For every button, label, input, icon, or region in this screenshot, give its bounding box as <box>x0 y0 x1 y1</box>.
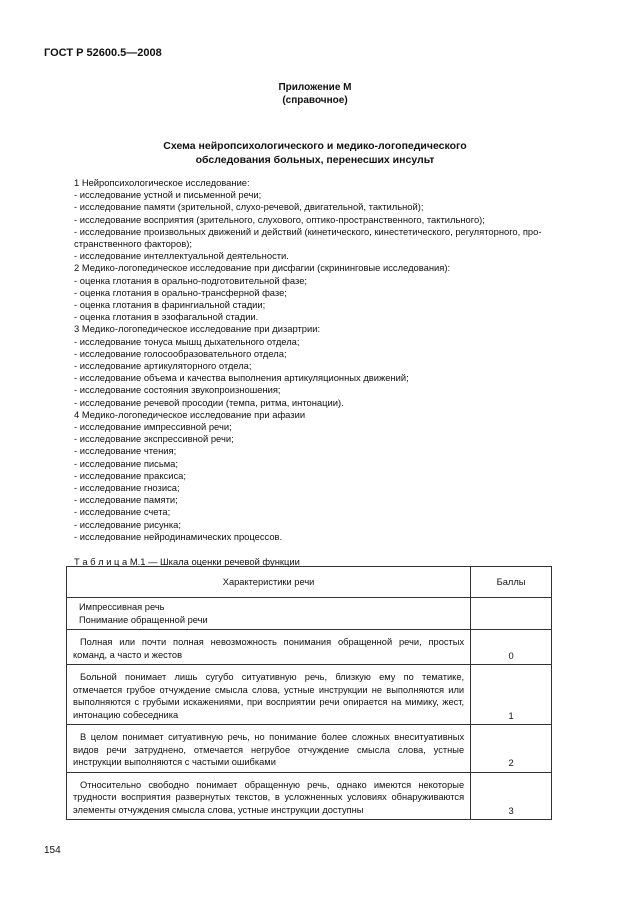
column-header-score: Баллы <box>471 567 552 598</box>
scheme-list-line: - исследование тонуса мышц дыхательного отдела; <box>74 335 300 347</box>
scheme-list-line: - исследование рисунка; <box>74 518 181 530</box>
scheme-list-line: - исследование объема и качества выполнения артикуляционных движений; <box>74 372 409 384</box>
speech-score-table <box>66 566 552 820</box>
row-score: 0 <box>471 630 552 665</box>
row-score: 2 <box>471 725 552 773</box>
scheme-list-line: - исследование памяти; <box>74 494 178 506</box>
scheme-list-line: - исследование интеллектуальной деятельности. <box>74 250 289 262</box>
scheme-list-line: - исследование счета; <box>74 506 171 518</box>
table-row <box>67 630 552 665</box>
row-score: 3 <box>471 772 552 820</box>
scheme-list <box>74 177 594 543</box>
row-description: Больной понимает лишь сугубо ситуативную речь, близкую ему по тематике, отмечается грубое отчуждение смысла слова, устные инструкции не выполняются или выполняются с грубыми искажениями, при восприятии речи опирается на мимику, жест, интонацию собеседника <box>67 665 471 725</box>
row-description: Относительно свободно понимает обращенную речь, однако имеются некоторые трудности восприятия развернутых текстов, в усложненных условиях обнаруживаются элементы отчуждения смысла слова, устные инструкции доступны <box>67 772 471 820</box>
scheme-list-line: странственного факторов); <box>74 238 192 250</box>
row-score: 1 <box>471 665 552 725</box>
row-description: Полная или почти полная невозможность понимания обращенной речи, простых команд, а часто и жестов <box>67 630 471 665</box>
row-description: В целом понимает ситуативную речь, но понимание более сложных внеситуативных видов речи затруднено, отмечается негрубое отчуждение смысла слова, устные инструкции выполняются с частыми ошибками <box>67 725 471 773</box>
scheme-list-line: - исследование восприятия (зрительного, слухового, оптико-пространственного, тактильного); <box>74 213 485 225</box>
table-row <box>67 772 552 820</box>
table-caption-text: — Шкала оценки речевой функции <box>145 556 300 567</box>
scheme-list-line: 4 Медико-логопедическое исследование при афазии <box>74 408 306 420</box>
scheme-list-line: - исследование экспрессивной речи; <box>74 433 234 445</box>
table-section-row <box>67 598 552 630</box>
scheme-list-line: 1 Нейропсихологическое исследование: <box>74 177 250 188</box>
score-rows <box>67 630 552 820</box>
section-title <box>67 598 471 630</box>
column-header-characteristics: Характеристики речи <box>67 567 471 598</box>
scheme-list-line: - исследование праксиса; <box>74 469 186 481</box>
scheme-list-line: - исследование гнозиса; <box>74 482 180 494</box>
appendix-note: (справочное) <box>282 95 348 106</box>
appendix-title: Приложение М <box>278 82 352 93</box>
table-caption-prefix: Т а б л и ц а М.1 <box>74 556 146 567</box>
scheme-list-line: - оценка глотания в орально-подготовительной фазе; <box>74 274 308 286</box>
table-row <box>67 725 552 773</box>
scheme-list-line: - исследование речевой просодии (темпа, ритма, интонации). <box>74 396 344 408</box>
appendix-heading <box>0 81 630 107</box>
scheme-list-line: - оценка глотания в фарингиальной стадии; <box>74 299 266 311</box>
scheme-list-line: - оценка глотания в орально-трансферной фазе; <box>74 286 287 298</box>
scheme-list-line: - исследование артикуляторного отдела; <box>74 360 252 372</box>
scheme-list-line: - исследование произвольных движений и действий (кинетического, кинестетического, регуляторного, про- <box>74 225 542 237</box>
document-header: ГОСТ Р 52600.5—2008 <box>44 47 162 59</box>
scheme-list-line: - исследование письма; <box>74 457 178 469</box>
scheme-title-line2: обследования больных, перенесших инсульт <box>195 154 435 166</box>
scheme-list-line: - исследование нейродинамических процессов. <box>74 530 283 542</box>
scheme-title <box>0 139 630 167</box>
scheme-list-line: 2 Медико-логопедическое исследование при дисфагии (скрининговые исследования): <box>74 262 451 274</box>
table-row <box>67 665 552 725</box>
section-title-line2: Понимание обращенной речи <box>79 614 208 625</box>
scheme-title-line1: Схема нейропсихологического и медико-логопедического <box>163 140 467 152</box>
table-header-row <box>67 567 552 598</box>
scheme-list-line: - исследование импрессивной речи; <box>74 421 232 433</box>
page-number: 154 <box>44 845 61 856</box>
scheme-list-line: - исследование устной и письменной речи; <box>74 189 262 201</box>
scheme-list-line: - оценка глотания в эзофагальной стадии. <box>74 311 259 323</box>
section-score-empty <box>471 598 552 630</box>
scheme-list-line: - исследование состояния звукопроизношения; <box>74 384 281 396</box>
scheme-list-line: 3 Медико-логопедическое исследование при дизартрии: <box>74 323 321 335</box>
scheme-list-line: - исследование голосообразовательного отдела; <box>74 347 287 359</box>
section-title-line1: Импрессивная речь <box>79 602 165 612</box>
scheme-list-line: - исследование чтения; <box>74 445 177 457</box>
scheme-list-line: - исследование памяти (зрительной, слухо-речевой, двигательной, тактильной); <box>74 201 424 213</box>
